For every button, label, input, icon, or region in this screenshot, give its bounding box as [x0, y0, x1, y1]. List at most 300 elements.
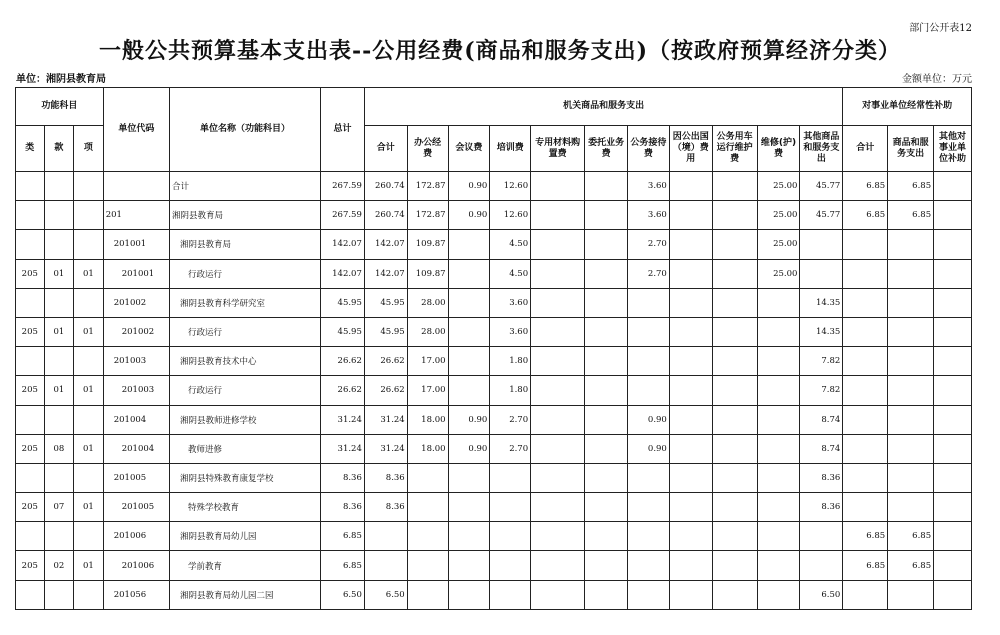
- value-cell: [448, 493, 490, 522]
- kuan-cell: [44, 580, 74, 609]
- table-row: [16, 317, 972, 346]
- value-cell: 109.87: [407, 230, 448, 259]
- value-cell: [712, 172, 757, 201]
- unit-name-cell: 特殊学校教育: [170, 493, 321, 522]
- unit-code-cell: 201005: [103, 463, 169, 492]
- total-cell: 8.36: [321, 463, 365, 492]
- value-cell: 0.90: [448, 405, 490, 434]
- value-cell: [628, 580, 670, 609]
- value-cell: 8.36: [800, 493, 843, 522]
- agency-col-header: 因公出国（境）费用: [669, 126, 712, 172]
- value-cell: [843, 259, 888, 288]
- value-cell: [669, 376, 712, 405]
- value-cell: 26.62: [364, 347, 407, 376]
- value-cell: 109.87: [407, 259, 448, 288]
- value-cell: [448, 230, 490, 259]
- xiang-cell: [74, 201, 104, 230]
- unit-name-cell: 学前教育: [170, 551, 321, 580]
- lei-cell: 205: [16, 493, 45, 522]
- total-cell: 6.50: [321, 580, 365, 609]
- value-cell: [628, 347, 670, 376]
- kuan-cell: 01: [44, 376, 74, 405]
- xiang-cell: 01: [74, 376, 104, 405]
- lei-cell: [16, 522, 45, 551]
- unit-name-cell: 行政运行: [170, 317, 321, 346]
- xiang-cell: 01: [74, 259, 104, 288]
- value-cell: 142.07: [364, 259, 407, 288]
- lei-cell: 205: [16, 376, 45, 405]
- table-row: [16, 288, 972, 317]
- kuan-cell: [44, 288, 74, 317]
- value-cell: 260.74: [364, 172, 407, 201]
- subsidy-col-header: 合计: [843, 126, 888, 172]
- total-cell: 8.36: [321, 493, 365, 522]
- value-cell: [669, 463, 712, 492]
- value-cell: [669, 551, 712, 580]
- value-cell: [585, 434, 628, 463]
- value-cell: [888, 405, 934, 434]
- value-cell: 45.95: [364, 317, 407, 346]
- value-cell: 6.85: [843, 522, 888, 551]
- value-cell: [407, 463, 448, 492]
- value-cell: [800, 522, 843, 551]
- kuan-cell: [44, 463, 74, 492]
- value-cell: 45.77: [800, 201, 843, 230]
- value-cell: 6.50: [364, 580, 407, 609]
- lei-cell: 205: [16, 551, 45, 580]
- unit-code-cell: 201005: [103, 493, 169, 522]
- table-row: [16, 551, 972, 580]
- value-cell: 25.00: [757, 230, 800, 259]
- value-cell: 25.00: [757, 172, 800, 201]
- value-cell: 2.70: [628, 230, 670, 259]
- value-cell: 31.24: [364, 405, 407, 434]
- value-cell: [628, 317, 670, 346]
- value-cell: [712, 201, 757, 230]
- value-cell: 28.00: [407, 317, 448, 346]
- value-cell: [531, 230, 585, 259]
- value-cell: [364, 551, 407, 580]
- value-cell: [628, 463, 670, 492]
- value-cell: [669, 434, 712, 463]
- value-cell: [757, 288, 800, 317]
- value-cell: [888, 288, 934, 317]
- value-cell: [585, 259, 628, 288]
- value-cell: [490, 463, 531, 492]
- table-row: [16, 463, 972, 492]
- value-cell: [712, 551, 757, 580]
- value-cell: [669, 201, 712, 230]
- value-cell: [712, 317, 757, 346]
- value-cell: [448, 522, 490, 551]
- value-cell: 3.60: [490, 288, 531, 317]
- value-cell: [585, 493, 628, 522]
- value-cell: 6.85: [843, 201, 888, 230]
- value-cell: 6.85: [843, 172, 888, 201]
- value-cell: [712, 493, 757, 522]
- value-cell: [888, 376, 934, 405]
- value-cell: 3.60: [490, 317, 531, 346]
- kuan-cell: [44, 405, 74, 434]
- value-cell: [407, 522, 448, 551]
- lei-cell: [16, 288, 45, 317]
- value-cell: [800, 551, 843, 580]
- value-cell: 7.82: [800, 376, 843, 405]
- total-cell: 6.85: [321, 522, 365, 551]
- value-cell: [531, 172, 585, 201]
- value-cell: [364, 522, 407, 551]
- value-cell: [669, 172, 712, 201]
- total-header: 总计: [321, 88, 365, 172]
- value-cell: [757, 580, 800, 609]
- lei-cell: [16, 201, 45, 230]
- lei-cell: [16, 172, 45, 201]
- unit-code-cell: 201: [103, 201, 169, 230]
- func-subject-header: 功能科目: [16, 88, 104, 126]
- amount-unit-label: 金额单位：万元: [902, 74, 972, 85]
- value-cell: [888, 463, 934, 492]
- value-cell: [712, 288, 757, 317]
- value-cell: 7.82: [800, 347, 843, 376]
- lei-cell: 205: [16, 259, 45, 288]
- unit-name-cell: 湘阴县教育科学研究室: [170, 288, 321, 317]
- value-cell: [585, 405, 628, 434]
- table-row: [16, 201, 972, 230]
- value-cell: [585, 347, 628, 376]
- unit-code-cell: 201006: [103, 551, 169, 580]
- value-cell: 6.85: [888, 551, 934, 580]
- unit-name-cell: 行政运行: [170, 259, 321, 288]
- total-cell: 142.07: [321, 230, 365, 259]
- value-cell: [585, 172, 628, 201]
- unit-name-cell: 湘阴县教育局: [170, 201, 321, 230]
- value-cell: 0.90: [628, 405, 670, 434]
- value-cell: 0.90: [448, 172, 490, 201]
- xiang-cell: [74, 463, 104, 492]
- lei-cell: [16, 230, 45, 259]
- value-cell: [531, 522, 585, 551]
- value-cell: 45.95: [364, 288, 407, 317]
- unit-name-cell: 合计: [170, 172, 321, 201]
- value-cell: [757, 522, 800, 551]
- value-cell: [669, 317, 712, 346]
- value-cell: [585, 317, 628, 346]
- value-cell: [888, 317, 934, 346]
- value-cell: [712, 230, 757, 259]
- value-cell: 2.70: [490, 405, 531, 434]
- value-cell: 14.35: [800, 288, 843, 317]
- value-cell: [888, 434, 934, 463]
- value-cell: [585, 230, 628, 259]
- value-cell: [407, 580, 448, 609]
- subsidy-col-header: 商品和服务支出: [888, 126, 934, 172]
- value-cell: [934, 347, 972, 376]
- xiang-cell: [74, 405, 104, 434]
- value-cell: [934, 522, 972, 551]
- value-cell: 4.50: [490, 259, 531, 288]
- value-cell: [490, 551, 531, 580]
- value-cell: 18.00: [407, 405, 448, 434]
- value-cell: [757, 405, 800, 434]
- value-cell: [585, 551, 628, 580]
- table-row: [16, 405, 972, 434]
- table-row: [16, 434, 972, 463]
- value-cell: [585, 376, 628, 405]
- value-cell: [843, 288, 888, 317]
- value-cell: [448, 259, 490, 288]
- value-cell: [628, 522, 670, 551]
- page-title: 一般公共预算基本支出表--公用经费(商品和服务支出)（按政府预算经济分类）: [98, 38, 902, 64]
- value-cell: [448, 317, 490, 346]
- agency-col-header: 培训费: [490, 126, 531, 172]
- xiang-cell: 01: [74, 551, 104, 580]
- value-cell: [448, 551, 490, 580]
- agency-group-header: 机关商品和服务支出: [364, 88, 842, 126]
- value-cell: 172.87: [407, 201, 448, 230]
- subsidy-col-header: 其他对事业单位补助: [934, 126, 972, 172]
- kuan-cell: [44, 522, 74, 551]
- value-cell: 172.87: [407, 172, 448, 201]
- value-cell: [843, 580, 888, 609]
- xiang-cell: [74, 347, 104, 376]
- kuan-cell: 01: [44, 259, 74, 288]
- unit-code-cell: 201004: [103, 434, 169, 463]
- value-cell: [934, 463, 972, 492]
- value-cell: 1.80: [490, 347, 531, 376]
- value-cell: [888, 580, 934, 609]
- value-cell: [757, 434, 800, 463]
- kuan-cell: [44, 172, 74, 201]
- value-cell: 18.00: [407, 434, 448, 463]
- agency-col-header: 委托业务费: [585, 126, 628, 172]
- unit-code-header: 单位代码: [103, 88, 169, 172]
- value-cell: 6.85: [888, 201, 934, 230]
- value-cell: 8.36: [800, 463, 843, 492]
- xiang-cell: [74, 288, 104, 317]
- value-cell: [934, 172, 972, 201]
- value-cell: 14.35: [800, 317, 843, 346]
- value-cell: [531, 434, 585, 463]
- lei-cell: [16, 347, 45, 376]
- value-cell: [448, 376, 490, 405]
- total-cell: 31.24: [321, 434, 365, 463]
- value-cell: [531, 463, 585, 492]
- value-cell: [585, 288, 628, 317]
- total-cell: 45.95: [321, 317, 365, 346]
- value-cell: [843, 493, 888, 522]
- value-cell: [448, 463, 490, 492]
- value-cell: [888, 259, 934, 288]
- total-cell: 6.85: [321, 551, 365, 580]
- unit-code-cell: 201002: [103, 317, 169, 346]
- kuan-cell: [44, 230, 74, 259]
- value-cell: [888, 347, 934, 376]
- value-cell: [843, 434, 888, 463]
- unit-code-cell: 201001: [103, 230, 169, 259]
- value-cell: [934, 376, 972, 405]
- kuan-cell: 07: [44, 493, 74, 522]
- value-cell: [628, 376, 670, 405]
- value-cell: 25.00: [757, 259, 800, 288]
- lei-cell: [16, 463, 45, 492]
- value-cell: 45.77: [800, 172, 843, 201]
- table-row: [16, 580, 972, 609]
- total-cell: 45.95: [321, 288, 365, 317]
- lei-header: 类: [16, 126, 45, 172]
- value-cell: [934, 288, 972, 317]
- unit-code-cell: 201003: [103, 376, 169, 405]
- total-cell: 26.62: [321, 376, 365, 405]
- value-cell: 6.85: [888, 522, 934, 551]
- value-cell: [757, 317, 800, 346]
- unit-name-cell: 教师进修: [170, 434, 321, 463]
- value-cell: [490, 493, 531, 522]
- unit-code-cell: 201056: [103, 580, 169, 609]
- value-cell: [585, 580, 628, 609]
- value-cell: [712, 405, 757, 434]
- lei-cell: [16, 405, 45, 434]
- value-cell: [712, 522, 757, 551]
- table-number-label: 部门公开表12: [909, 23, 972, 34]
- subsidy-group-header: 对事业单位经常性补助: [843, 88, 972, 126]
- kuan-cell: [44, 347, 74, 376]
- value-cell: 28.00: [407, 288, 448, 317]
- value-cell: [531, 376, 585, 405]
- value-cell: [934, 493, 972, 522]
- value-cell: 2.70: [628, 259, 670, 288]
- value-cell: 1.80: [490, 376, 531, 405]
- value-cell: [531, 259, 585, 288]
- value-cell: [531, 405, 585, 434]
- lei-cell: [16, 580, 45, 609]
- value-cell: 260.74: [364, 201, 407, 230]
- value-cell: [585, 522, 628, 551]
- value-cell: 25.00: [757, 201, 800, 230]
- value-cell: [490, 580, 531, 609]
- value-cell: [757, 376, 800, 405]
- value-cell: [712, 463, 757, 492]
- value-cell: 3.60: [628, 201, 670, 230]
- value-cell: [843, 347, 888, 376]
- value-cell: [531, 201, 585, 230]
- value-cell: 26.62: [364, 376, 407, 405]
- total-cell: 267.59: [321, 172, 365, 201]
- value-cell: [490, 522, 531, 551]
- value-cell: 6.50: [800, 580, 843, 609]
- unit-code-cell: 201003: [103, 347, 169, 376]
- unit-name-cell: 湘阴县教育局: [170, 230, 321, 259]
- value-cell: [628, 493, 670, 522]
- value-cell: [843, 463, 888, 492]
- lei-cell: 205: [16, 317, 45, 346]
- total-cell: 142.07: [321, 259, 365, 288]
- value-cell: 6.85: [888, 172, 934, 201]
- table-row: [16, 259, 972, 288]
- value-cell: [934, 405, 972, 434]
- total-cell: 31.24: [321, 405, 365, 434]
- unit-name-cell: 湘阴县教育局幼儿园: [170, 522, 321, 551]
- value-cell: [712, 259, 757, 288]
- value-cell: [757, 551, 800, 580]
- agency-col-header: 办公经费: [407, 126, 448, 172]
- value-cell: [934, 551, 972, 580]
- value-cell: [843, 317, 888, 346]
- value-cell: [407, 551, 448, 580]
- unit-name-cell: 湘阴县教育局幼儿园二园: [170, 580, 321, 609]
- value-cell: [712, 376, 757, 405]
- xiang-cell: 01: [74, 434, 104, 463]
- agency-col-header: 公务用车运行维护费: [712, 126, 757, 172]
- kuan-cell: 08: [44, 434, 74, 463]
- agency-col-header: 其他商品和服务支出: [800, 126, 843, 172]
- value-cell: [628, 551, 670, 580]
- value-cell: 17.00: [407, 376, 448, 405]
- agency-col-header: 维修(护)费: [757, 126, 800, 172]
- agency-col-header: 专用材料购置费: [531, 126, 585, 172]
- value-cell: 31.24: [364, 434, 407, 463]
- value-cell: [448, 347, 490, 376]
- unit-name-header: 单位名称（功能科目）: [170, 88, 321, 172]
- value-cell: [531, 288, 585, 317]
- value-cell: [934, 580, 972, 609]
- value-cell: 3.60: [628, 172, 670, 201]
- value-cell: 2.70: [490, 434, 531, 463]
- value-cell: [669, 493, 712, 522]
- table-row: [16, 347, 972, 376]
- value-cell: [934, 259, 972, 288]
- value-cell: [843, 405, 888, 434]
- value-cell: 8.36: [364, 463, 407, 492]
- unit-code-cell: [103, 172, 169, 201]
- value-cell: [531, 347, 585, 376]
- value-cell: 12.60: [490, 201, 531, 230]
- table-row: [16, 230, 972, 259]
- value-cell: [531, 551, 585, 580]
- value-cell: [669, 522, 712, 551]
- value-cell: [531, 493, 585, 522]
- value-cell: [669, 580, 712, 609]
- value-cell: [448, 580, 490, 609]
- table-body: [16, 172, 972, 610]
- kuan-cell: 01: [44, 317, 74, 346]
- xiang-header: 项: [74, 126, 104, 172]
- xiang-cell: [74, 230, 104, 259]
- xiang-cell: [74, 522, 104, 551]
- unit-name-cell: 行政运行: [170, 376, 321, 405]
- value-cell: [407, 493, 448, 522]
- value-cell: [669, 259, 712, 288]
- value-cell: [712, 580, 757, 609]
- xiang-cell: 01: [74, 493, 104, 522]
- value-cell: 8.74: [800, 405, 843, 434]
- value-cell: [669, 405, 712, 434]
- value-cell: 17.00: [407, 347, 448, 376]
- budget-table: [15, 87, 972, 610]
- value-cell: [585, 201, 628, 230]
- value-cell: [669, 230, 712, 259]
- unit-name-cell: 湘阴县教育技术中心: [170, 347, 321, 376]
- value-cell: [843, 230, 888, 259]
- value-cell: [448, 288, 490, 317]
- total-cell: 267.59: [321, 201, 365, 230]
- unit-name-cell: 湘阴县教师进修学校: [170, 405, 321, 434]
- xiang-cell: [74, 580, 104, 609]
- value-cell: [531, 317, 585, 346]
- table-row: [16, 376, 972, 405]
- kuan-header: 款: [44, 126, 74, 172]
- value-cell: [934, 434, 972, 463]
- value-cell: [934, 230, 972, 259]
